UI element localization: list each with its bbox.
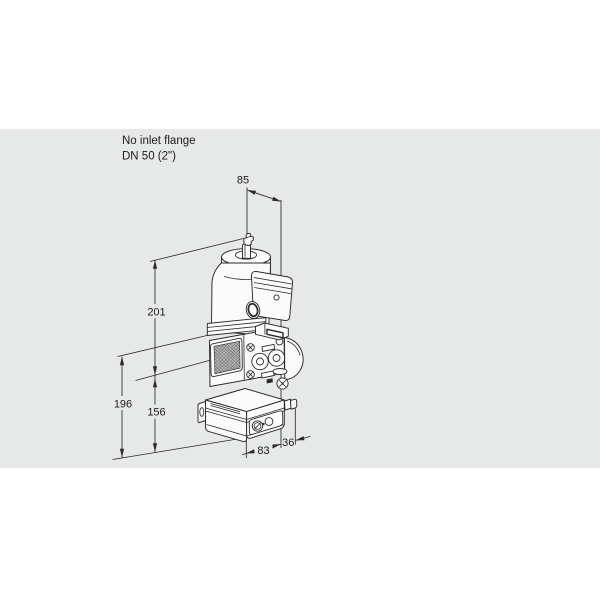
dim-label-total-height: 196: [113, 398, 133, 411]
drawing-background-band: [0, 129, 600, 468]
panel-indicator-dot: [274, 295, 279, 300]
annotation-line-2: DN 50 (2"): [122, 150, 176, 163]
dim-label-upper-height: 201: [147, 306, 166, 319]
dim-label-side-offset: 36: [282, 437, 295, 449]
dim-label-lower-height: 156: [147, 406, 166, 419]
dim-label-top-width: 85: [236, 174, 250, 187]
side-test-nipple: [285, 399, 297, 410]
mounting-lug: [198, 402, 206, 423]
mesh-screen: [210, 338, 242, 376]
dim-label-base-width: 83: [257, 445, 270, 457]
annotation-line-1: No inlet flange: [122, 135, 196, 147]
